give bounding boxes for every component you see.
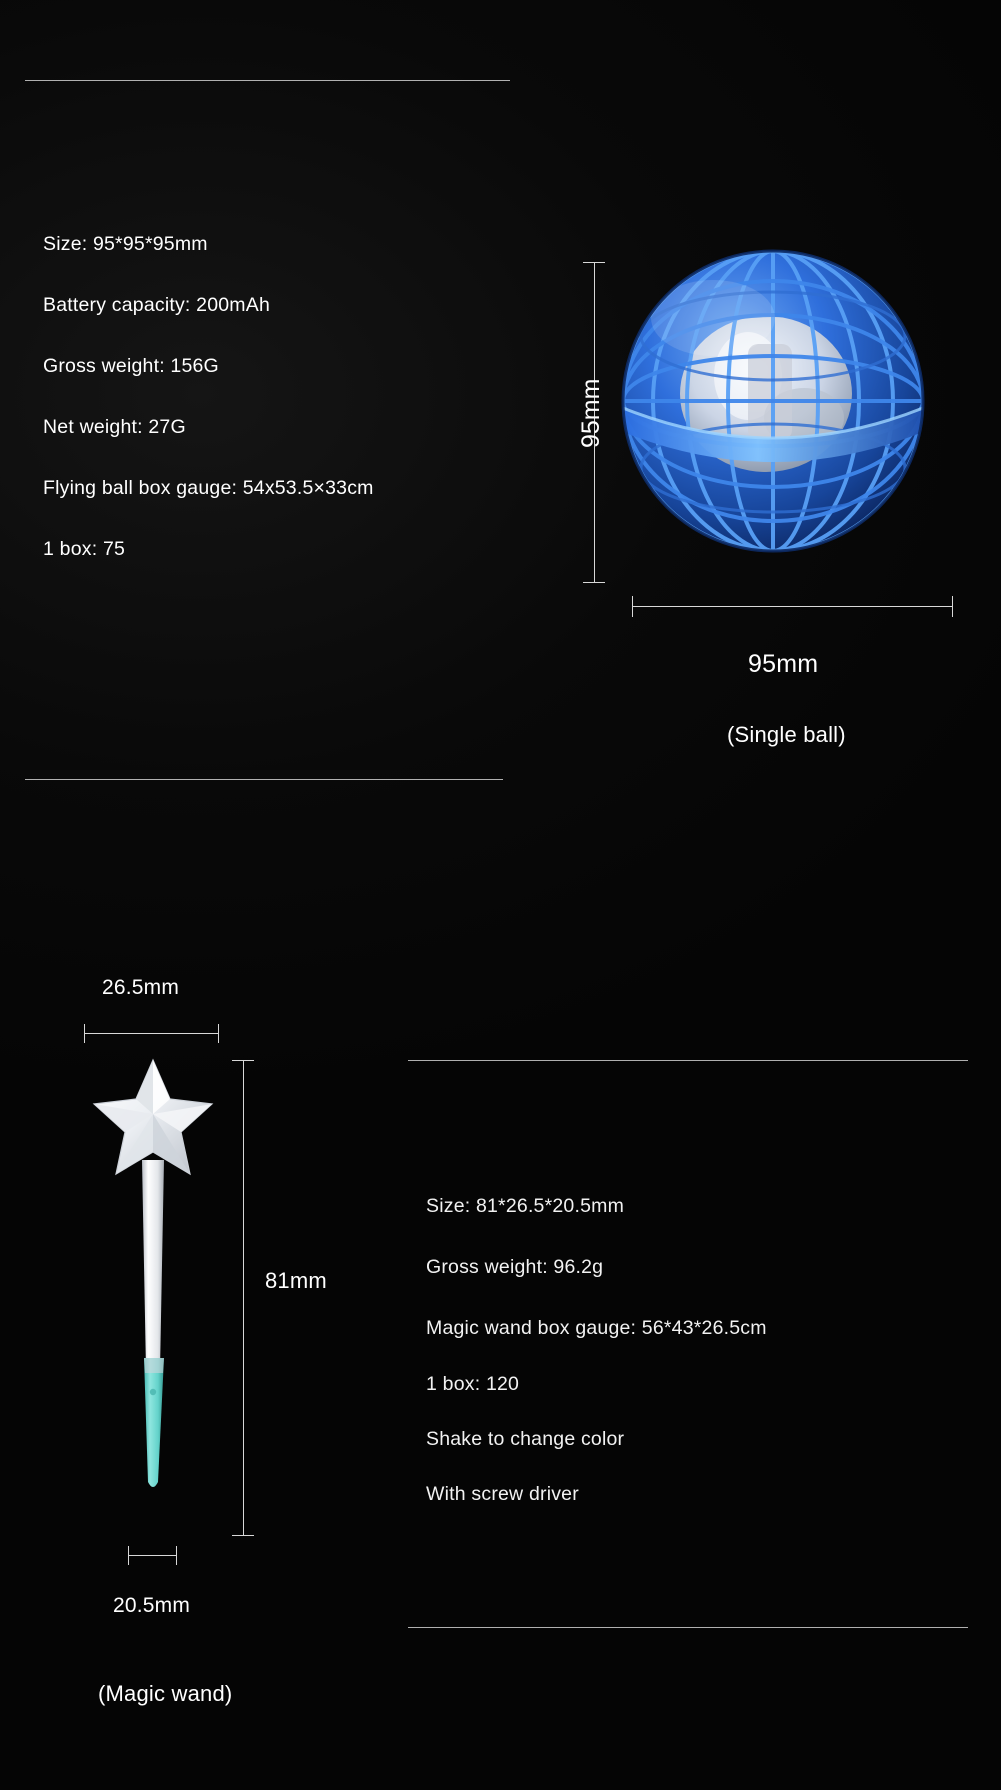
wand-height-dimension-line [243,1060,244,1535]
wand-caption: (Magic wand) [98,1681,233,1706]
flying-ball-image [608,236,938,566]
wand-height-label: 81mm [265,1268,327,1293]
ball-height-tick-top [583,262,605,263]
ball-width-dimension-line [632,606,952,607]
ball-height-tick-bottom [583,582,605,583]
wand-spec-5: With screw driver [426,1483,579,1505]
divider-wand-bottom [408,1627,968,1628]
wand-bottom-width-tick-right [176,1546,177,1565]
ball-caption: (Single ball) [727,722,846,747]
wand-spec-3: 1 box: 120 [426,1373,520,1395]
wand-top-width-label: 26.5mm [102,976,180,999]
ball-spec-3: Net weight: 27G [43,416,186,438]
wand-spec-2: Magic wand box gauge: 56*43*26.5cm [426,1317,767,1339]
wand-bottom-width-label: 20.5mm [113,1594,191,1617]
ball-width-label: 95mm [748,650,819,678]
wand-top-width-line [84,1033,219,1034]
wand-height-tick-bottom [232,1535,254,1536]
ball-spec-4: Flying ball box gauge: 54x53.5×33cm [43,477,374,499]
ball-spec-0: Size: 95*95*95mm [43,233,208,255]
wand-bottom-width-line [128,1555,177,1556]
ball-width-tick-left [632,596,633,617]
ball-spec-1: Battery capacity: 200mAh [43,294,270,316]
ball-width-tick-right [952,596,953,617]
ball-spec-2: Gross weight: 156G [43,355,219,377]
wand-bottom-width-tick-left [128,1546,129,1565]
ball-spec-5: 1 box: 75 [43,538,126,560]
magic-wand-image [70,1040,240,1540]
divider-top [25,80,510,81]
wand-spec-1: Gross weight: 96.2g [426,1256,604,1278]
wand-height-tick-top [232,1060,254,1061]
divider-middle [25,779,503,780]
wand-spec-4: Shake to change color [426,1428,625,1450]
wand-spec-0: Size: 81*26.5*20.5mm [426,1195,625,1217]
divider-wand-top [408,1060,968,1061]
ball-height-label: 95mm [577,378,605,448]
